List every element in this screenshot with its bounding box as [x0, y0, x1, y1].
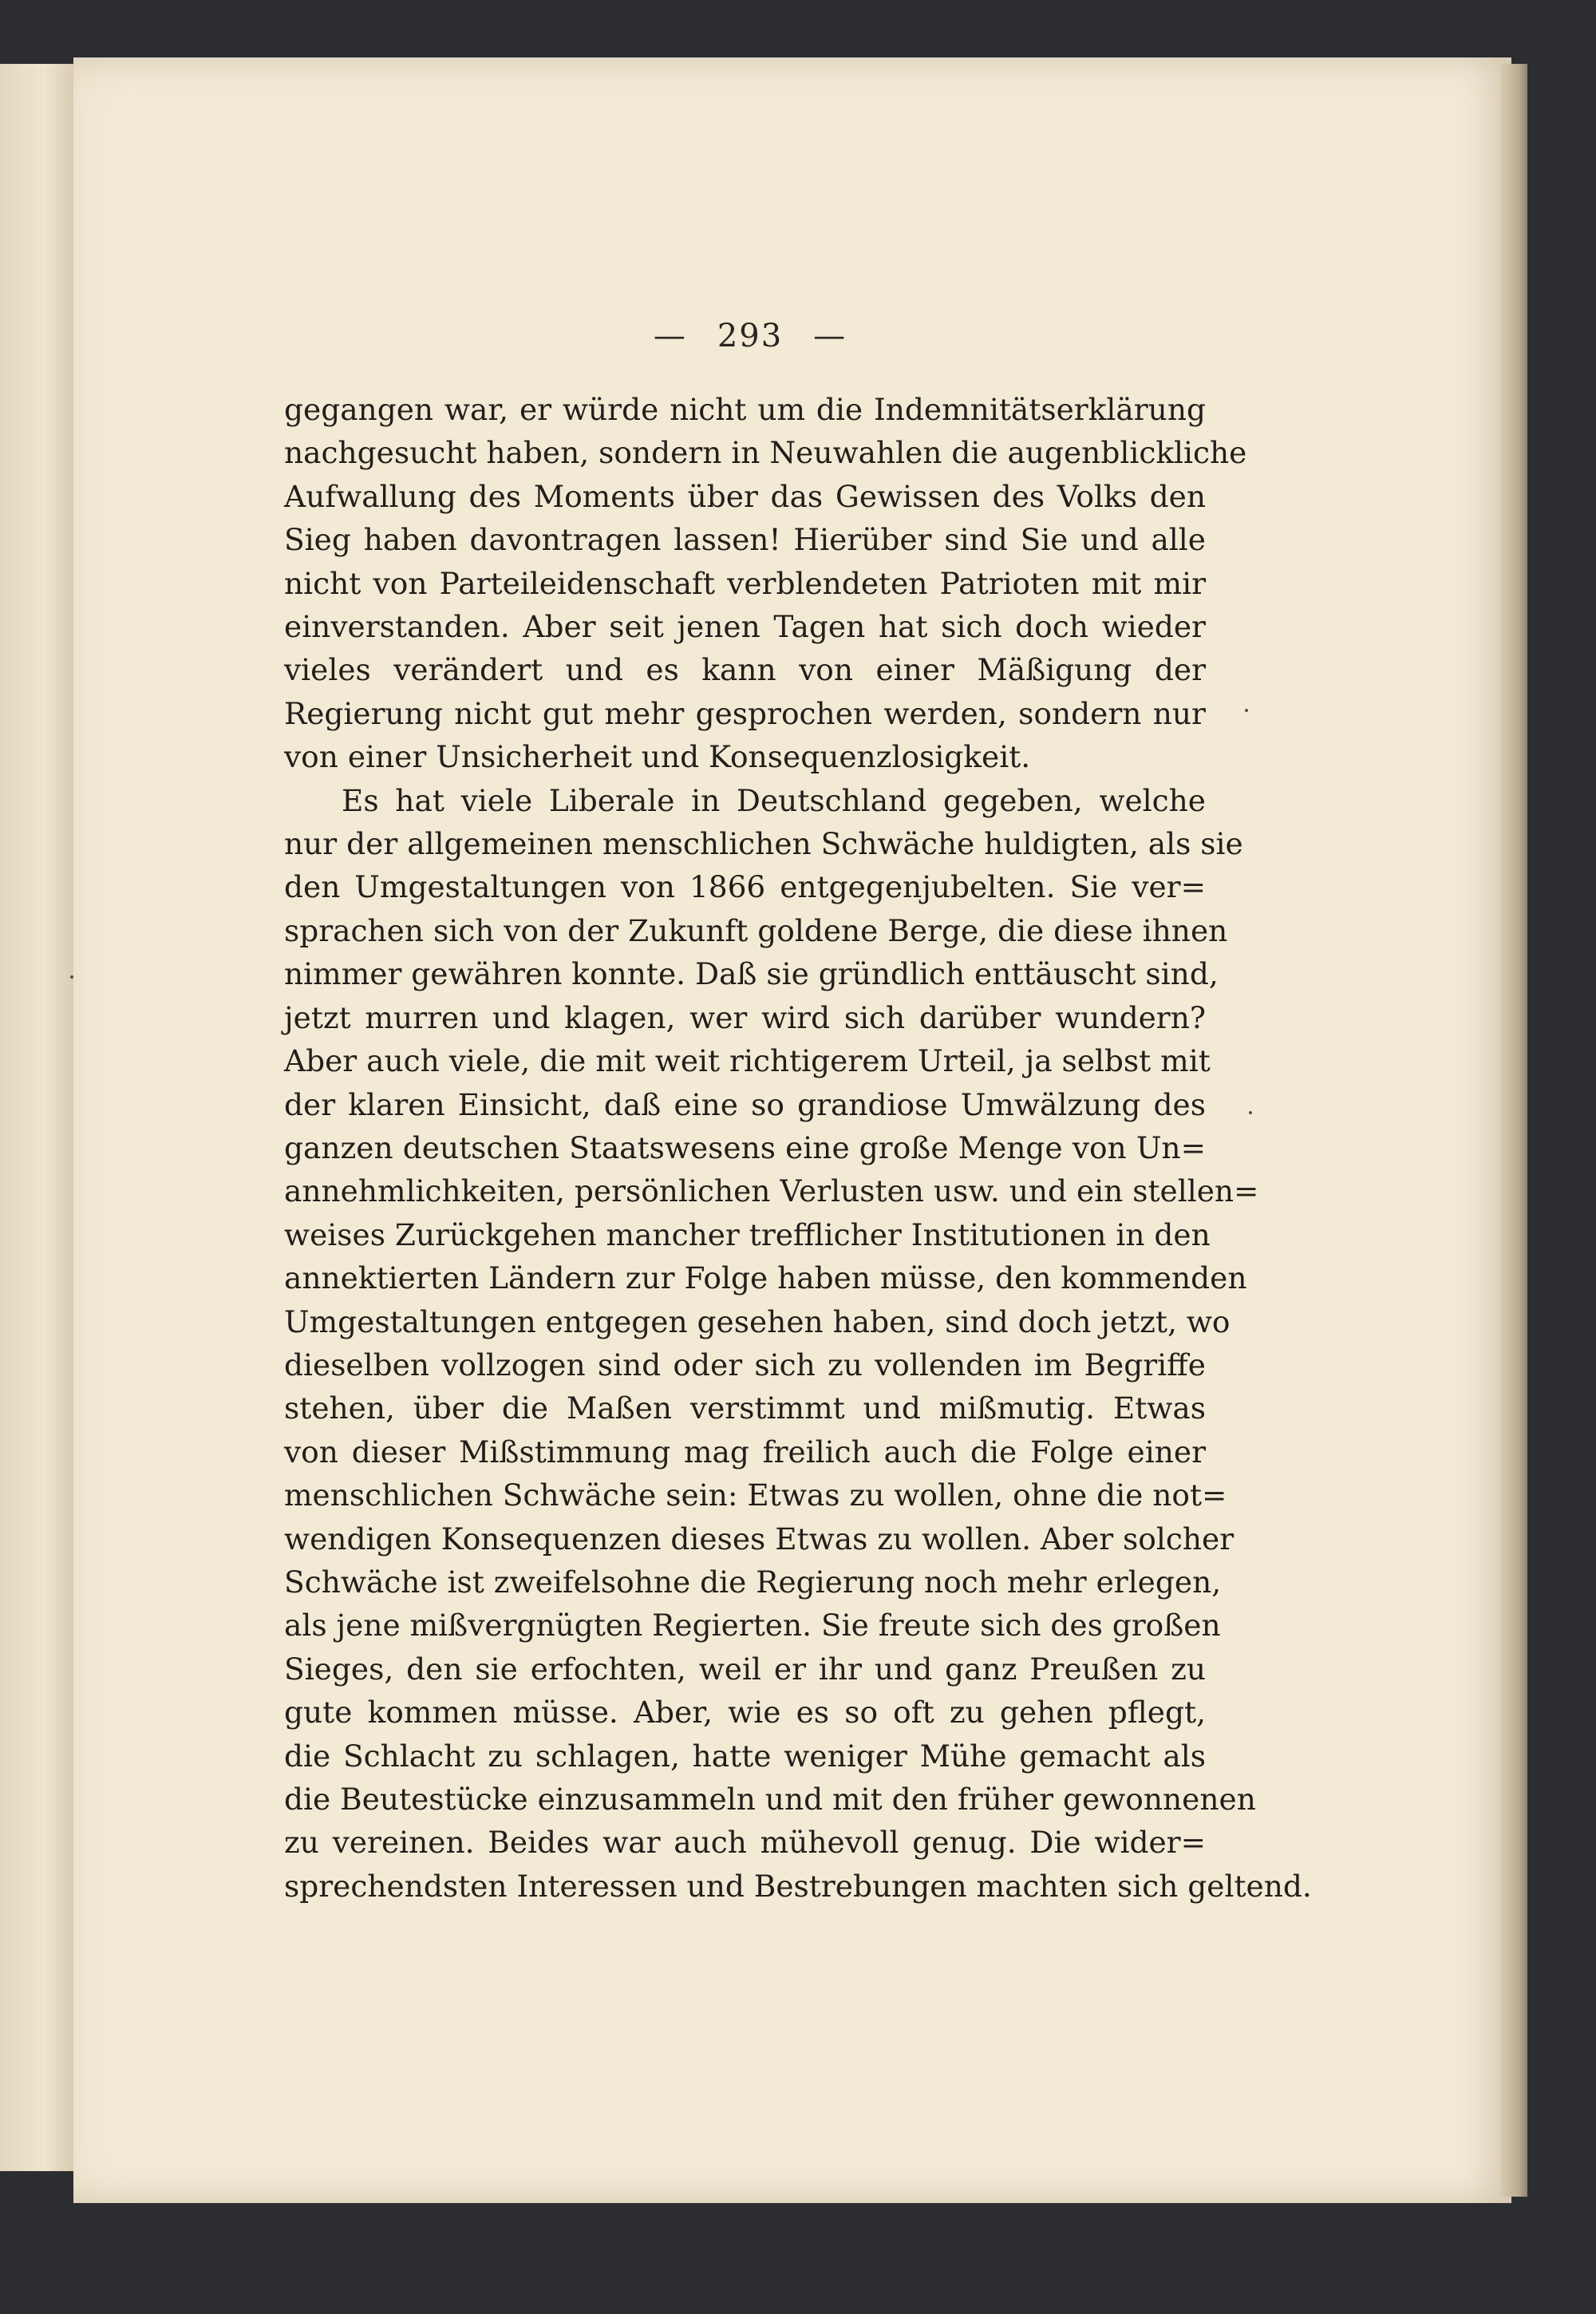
text-line: Es hat viele Liberale in Deutschland gegeben, welche	[342, 782, 1206, 818]
text-line: als jene mißvergnügten Regierten. Sie freute sich des großen	[284, 1608, 1221, 1644]
text-line: annektierten Ländern zur Folge haben müsse, den kommenden	[284, 1260, 1247, 1296]
text-line: einverstanden. Aber seit jenen Tagen hat sich doch wieder	[284, 609, 1206, 645]
text-line: menschlichen Schwäche sein: Etwas zu wollen, ohne die not=	[284, 1477, 1227, 1513]
text-line: sprachen sich von der Zukunft goldene Berge, die diese ihnen	[284, 912, 1228, 948]
text-line: Regierung nicht gut mehr gesprochen werden, sondern nur	[284, 695, 1206, 731]
text-line: gute kommen müsse. Aber, wie es so oft zu gehen pflegt,	[284, 1695, 1206, 1731]
text-line: ganzen deutschen Staatswesens eine große Menge von Un=	[284, 1129, 1206, 1165]
page-stack-edge	[1500, 64, 1527, 2197]
text-line: die Schlacht zu schlagen, hatte weniger Mühe gemacht als	[284, 1738, 1206, 1774]
text-line: von einer Unsicherheit und Konsequenzlosigkeit.	[284, 739, 1031, 775]
text-line: wendigen Konsequenzen dieses Etwas zu wollen. Aber solcher	[284, 1521, 1235, 1557]
text-line: nachgesucht haben, sondern in Neuwahlen die augenblickliche	[284, 435, 1247, 471]
text-line: Sieges, den sie erfochten, weil er ihr und ganz Preußen zu	[284, 1651, 1206, 1687]
header-dash-left: —	[653, 318, 687, 354]
text-line: Aufwallung des Moments über das Gewissen des Volks den	[284, 478, 1206, 514]
text-line: nur der allgemeinen menschlichen Schwäche huldigten, als sie	[284, 826, 1243, 862]
text-line: Aber auch viele, die mit weit richtigerem Urteil, ja selbst mit	[284, 1043, 1211, 1079]
text-line: nimmer gewähren konnte. Daß sie gründlich enttäuscht sind,	[284, 956, 1219, 992]
text-line: Schwäche ist zweifelsohne die Regierung noch mehr erlegen,	[284, 1564, 1222, 1600]
text-line: von dieser Mißstimmung mag freilich auch die Folge einer	[284, 1434, 1206, 1469]
body-text	[284, 388, 1312, 1908]
paper-speck	[1245, 709, 1248, 712]
text-line: sprechendsten Interessen und Bestrebungen machten sich geltend.	[284, 1868, 1312, 1904]
text-line: annehmlichkeiten, persönlichen Verlusten usw. und ein stellen=	[284, 1173, 1259, 1209]
paper-speck	[70, 975, 73, 979]
text-line: Umgestaltungen entgegen gesehen haben, sind doch jetzt, wo	[284, 1303, 1231, 1339]
text-line: gegangen war, er würde nicht um die Indemnitätserklärung	[284, 392, 1206, 427]
text-line: dieselben vollzogen sind oder sich zu vollenden im Begriffe	[284, 1347, 1206, 1382]
header-dash-right: —	[813, 318, 847, 354]
text-line: den Umgestaltungen von 1866 entgegenjubelten. Sie ver=	[284, 869, 1206, 905]
text-line: vieles verändert und es kann von einer Mäßigung der	[284, 652, 1206, 688]
text-line: zu vereinen. Beides war auch mühevoll genug. Die wider=	[284, 1825, 1206, 1861]
text-line: weises Zurückgehen mancher trefflicher Institutionen in den	[284, 1216, 1211, 1252]
page-number: 293	[717, 318, 784, 354]
text-line: der klaren Einsicht, daß eine so grandiose Umwälzung des	[284, 1086, 1206, 1122]
text-line: stehen, über die Maßen verstimmt und mißmutig. Etwas	[284, 1390, 1206, 1426]
page-header	[559, 318, 942, 354]
text-line: nicht von Parteileidenschaft verblendeten Patrioten mit mir	[284, 565, 1206, 601]
paper-speck	[1249, 1111, 1252, 1114]
text-line: jetzt murren und klagen, wer wird sich darüber wundern?	[284, 999, 1206, 1035]
text-line: Sieg haben davontragen lassen! Hierüber sind Sie und alle	[284, 522, 1206, 558]
text-line: die Beutestücke einzusammeln und mit den früher gewonnenen	[284, 1782, 1256, 1817]
facing-page-edge	[0, 64, 76, 2171]
